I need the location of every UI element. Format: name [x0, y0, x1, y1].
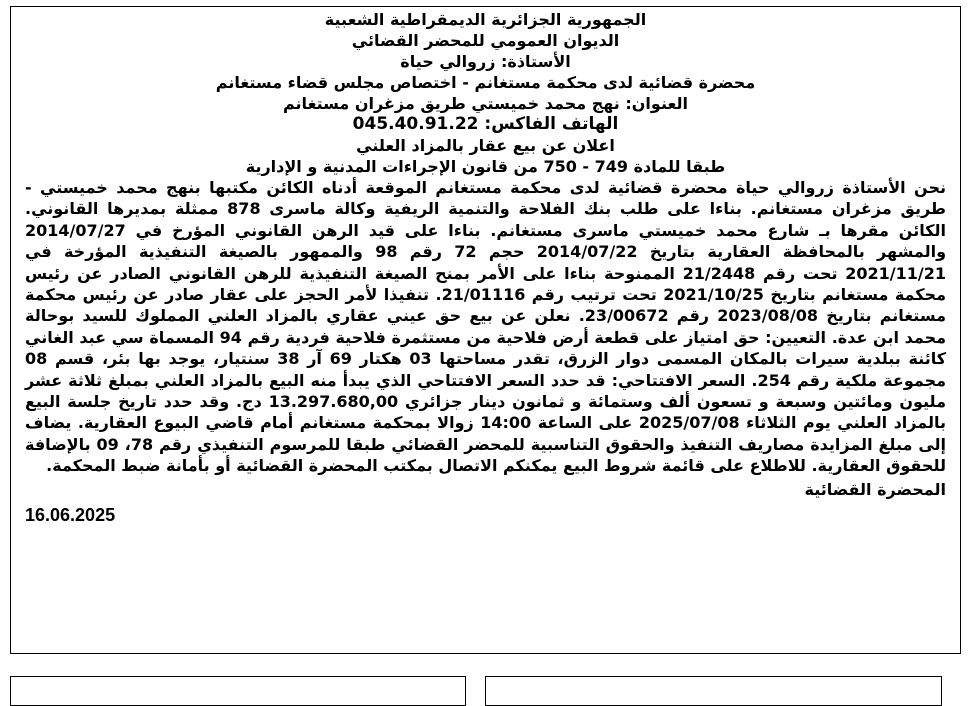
next-notice-box-left	[10, 676, 466, 706]
notice-body: نحن الأستاذة زروالي حياة محضرة قضائية لدى محكمة مستغانم الموقعة أدناه الكائن مكتبها بنهج محمد خميستي - طريق مزغران مستغانم. بناءا على طلب بنك الفلاحة والتنمية الريفية وكالة ماسرى 878 ممثلة بمديرها القانوني. الكائن مقرها بـ شارع محمد خميستي ماسرى مستغانم. بناءا على قيد الرهن القانوني المؤرخ في 2014/07/27 والمشهر بالمحافظة العقارية بتاريخ 2014/07/22 حجم 72 رقم 98 والممهور بالصيغة التنفيذية المؤرخة في 2021/11/21 تحت رقم 21/2448 الممنوحة بناءا على الأمر بمنح الصيغة التنفيذية للرهن القانوني الصادر عن رئيس محكمة مستغانم بتاريخ 2021/10/25 تحت ترتيب رقم 21/01116. تنفيذا لأمر الحجز على عقار صادر عن رئيس محكمة مستغانم بتاريخ 2023/08/08 رقم 23/00672. نعلن عن بيع حق عيني عقاري بالمزاد العلني المملوك للسيد بوحالة محمد ابن عدة. التعيين: حق امتياز على قطعة أرض فلاحية من مستثمرة فلاحية فردية رقم 94 المسماة سي عبد الغاني كائنة ببلدية سيرات بالمكان المسمى دوار الزرق، تقدر مساحتها 03 هكتار 69 آر 38 سنتيار، يوجد بها بئر، قسم 08 مجموعة ملكية رقم 254. السعر الافتتاحي: قد حدد السعر الافتتاحي الذي يبدأ منه البيع بالمزاد العلني بمبلغ ثلاثة عشر مليون ومائتين وسبعة و تسعون ألف وستمائة و ثمانون دينار جزائري 13.297.680,00 دج. وقد حدد تاريخ جلسة البيع بالمزاد العلني يوم الثلاثاء 2025/07/08 على الساعة 14:00 زوالا بمحكمة مستغانم أمام قاضي البيوع العقارية. يضاف إلى مبلغ المزايدة مصاريف التنفيذ والحقوق التناسبية للمحضر القضائي طبقا للمرسوم التنفيذي رقم 78، 09 بالإضافة للحقوق العقارية. للاطلاع على قائمة شروط البيع يمكنكم الاتصال بمكتب المحضرة القضائية أو بأمانة ضبط المحكمة.	[25, 178, 947, 476]
notice-date: 16.06.2025	[25, 504, 116, 525]
legal-notice	[10, 6, 961, 654]
notice-legal-basis: طبقا للمادة 749 - 750 من قانون الإجراءات المدنية و الإدارية	[245, 157, 726, 176]
header-bailiff-name: الأستاذة: زروالي حياة	[400, 52, 571, 71]
notice-title: اعلان عن بيع عقار بالمزاد العلني	[356, 136, 615, 155]
header-office: الديوان العمومي للمحضر القضائي	[351, 31, 620, 50]
signature: المحضرة القضائية	[804, 479, 946, 499]
next-notice-box-right	[485, 676, 942, 706]
header-republic: الجمهورية الجزائرية الديمقراطية الشعبية	[324, 10, 647, 29]
header-address: العنوان: نهج محمد خميستي طريق مزغران مستغانم	[283, 94, 688, 113]
header-jurisdiction: محضرة قضائية لدى محكمة مستغانم - اختصاص مجلس قضاء مستغانم	[215, 73, 756, 92]
header-phone-fax: الهاتف الفاكس: 045.40.91.22	[352, 114, 619, 134]
